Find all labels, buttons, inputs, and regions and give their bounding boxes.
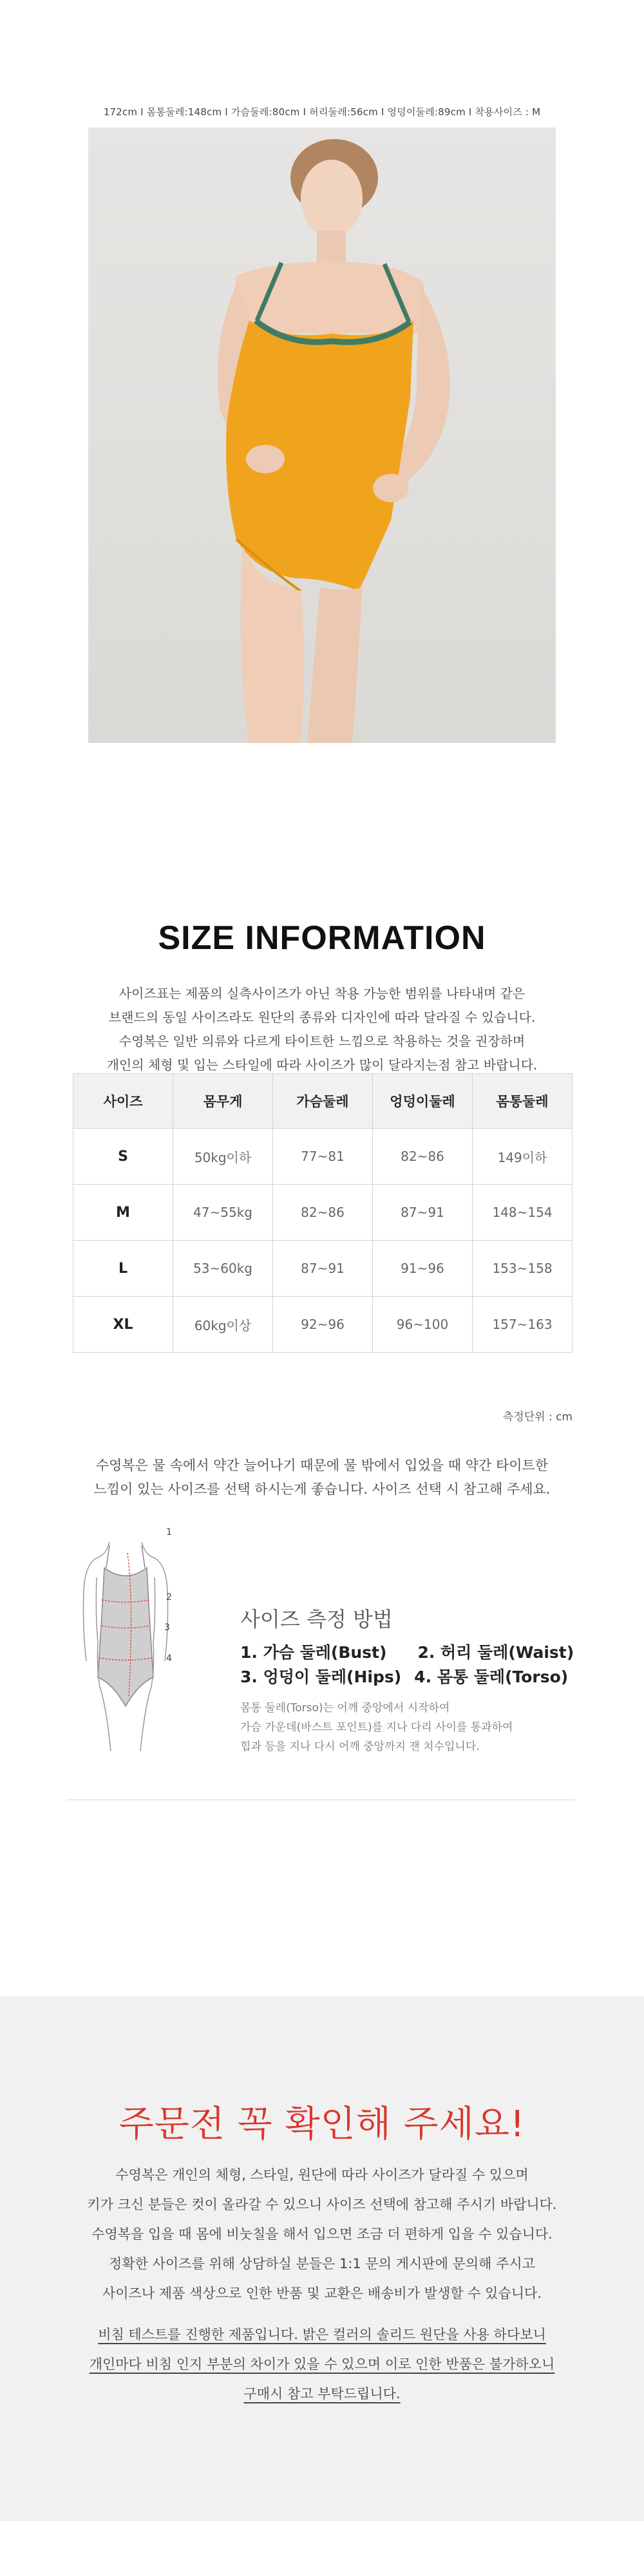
notice-underlined-line: 개인마다 비침 인지 부분의 차이가 있을 수 있으며 이로 인한 반품은 불가하오니 (89, 2356, 555, 2372)
measurement-point: 2. 허리 둘레(Waist) (417, 1643, 574, 1662)
cell-torso: 148~154 (473, 1185, 573, 1241)
cell-torso: 149이하 (473, 1129, 573, 1185)
size-desc-line: 브랜드의 동일 사이즈라도 원단의 종류와 디자인에 따라 달라질 수 있습니다. (108, 1010, 536, 1025)
cell-weight: 60kg이상 (173, 1297, 273, 1353)
header-hips: 엉덩이둘레 (373, 1074, 473, 1129)
cell-hips: 82~86 (373, 1129, 473, 1185)
cell-bust: 87~91 (273, 1241, 373, 1297)
notice-underlined (0, 2320, 644, 2409)
measurement-points (240, 1641, 574, 1689)
notice-title: 주문전 꼭 확인해 주세요! (118, 2103, 526, 2145)
table-row (73, 1185, 573, 1241)
size-info-description (0, 982, 644, 1077)
cell-weight: 47~55kg (173, 1185, 273, 1241)
size-table (73, 1073, 573, 1353)
cell-hips: 96~100 (373, 1297, 473, 1353)
body-outline-icon (77, 1527, 174, 1751)
size-info-title: SIZE INFORMATION (158, 919, 486, 957)
cell-size: L (73, 1241, 173, 1297)
table-header-row (73, 1074, 573, 1129)
notice-body (0, 2160, 644, 2308)
measurement-point: 3. 엉덩이 둘레(Hips) (240, 1668, 402, 1686)
header-weight: 몸무게 (173, 1074, 273, 1129)
cell-torso: 153~158 (473, 1241, 573, 1297)
table-row (73, 1129, 573, 1185)
measurement-description (240, 1698, 513, 1756)
figure-label: 2 (166, 1592, 172, 1603)
swim-note-line: 느낌이 있는 사이즈를 선택 하시는게 좋습니다. 사이즈 선택 시 참고해 주세요. (93, 1481, 551, 1497)
header-bust: 가슴둘레 (273, 1074, 373, 1129)
notice-underlined-line: 비침 테스트를 진행한 제품입니다. 밝은 컬러의 솔리드 원단을 사용 하다보니 (98, 2327, 546, 2342)
notice-line: 수영복은 개인의 체형, 스타일, 원단에 따라 사이즈가 달라질 수 있으며 (115, 2167, 529, 2183)
notice-line: 수영복을 입을 때 몸에 비눗칠을 해서 입으면 조금 더 편하게 입을 수 있습니다. (91, 2226, 553, 2242)
measurement-title: 사이즈 측정 방법 (240, 1607, 393, 1631)
table-row (73, 1241, 573, 1297)
notice-underlined-line: 구매시 참고 부탁드립니다. (243, 2386, 401, 2402)
model-photo (88, 127, 556, 743)
cell-bust: 77~81 (273, 1129, 373, 1185)
size-desc-line: 사이즈표는 제품의 실측사이즈가 아닌 착용 가능한 범위를 나타내며 같은 (118, 986, 526, 1001)
measurement-desc-line: 몸통 둘레(Torso)는 어깨 중앙에서 시작하여 (240, 1702, 450, 1715)
cell-hips: 91~96 (373, 1241, 473, 1297)
notice-line: 정확한 사이즈를 위해 상담하실 분들은 1:1 문의 게시판에 문의해 주시고 (109, 2256, 535, 2271)
header-torso: 몸통둘레 (473, 1074, 573, 1129)
measurement-point: 4. 몸통 둘레(Torso) (414, 1668, 569, 1686)
cell-bust: 92~96 (273, 1297, 373, 1353)
size-desc-line: 개인의 체형 및 입는 스타일에 따라 사이즈가 많이 달라지는점 참고 바랍니다. (106, 1057, 538, 1073)
cell-size: M (73, 1185, 173, 1241)
swim-note (0, 1454, 644, 1501)
cell-size: XL (73, 1297, 173, 1353)
cell-weight: 50kg이하 (173, 1129, 273, 1185)
cell-size: S (73, 1129, 173, 1185)
cell-torso: 157~163 (473, 1297, 573, 1353)
notice-line: 키가 크신 분들은 컷이 올라갈 수 있으니 사이즈 선택에 참고해 주시기 바랍니다. (87, 2197, 557, 2212)
unit-note: 측정단위 : cm (502, 1411, 573, 1424)
table-row (73, 1297, 573, 1353)
notice-line: 사이즈나 제품 색상으로 인한 반품 및 교환은 배송비가 발생할 수 있습니다. (102, 2286, 542, 2301)
figure-label: 1 (166, 1527, 172, 1537)
model-stats: 172cm I 몸통둘레:148cm I 가슴둘레:80cm I 허리둘레:56cm I 엉덩이둘레:89cm I 착용사이즈 : M (103, 106, 541, 118)
size-desc-line: 수영복은 일반 의류와 다르게 타이트한 느낌으로 착용하는 것을 권장하며 (118, 1033, 526, 1049)
swim-note-line: 수영복은 물 속에서 약간 늘어나기 때문에 물 밖에서 입었을 때 약간 타이트한 (95, 1458, 549, 1473)
cell-weight: 53~60kg (173, 1241, 273, 1297)
measurement-point: 1. 가슴 둘레(Bust) (240, 1643, 387, 1662)
header-size: 사이즈 (73, 1074, 173, 1129)
cell-bust: 82~86 (273, 1185, 373, 1241)
cell-hips: 87~91 (373, 1185, 473, 1241)
figure-label: 3 (164, 1622, 170, 1633)
figure-label: 4 (166, 1653, 172, 1664)
measurement-desc-line: 힙과 등을 지나 다시 어깨 중앙까지 잰 치수입니다. (240, 1740, 480, 1753)
measurement-desc-line: 가슴 가운데(바스트 포인트)를 지나 다리 사이를 통과하여 (240, 1721, 513, 1734)
